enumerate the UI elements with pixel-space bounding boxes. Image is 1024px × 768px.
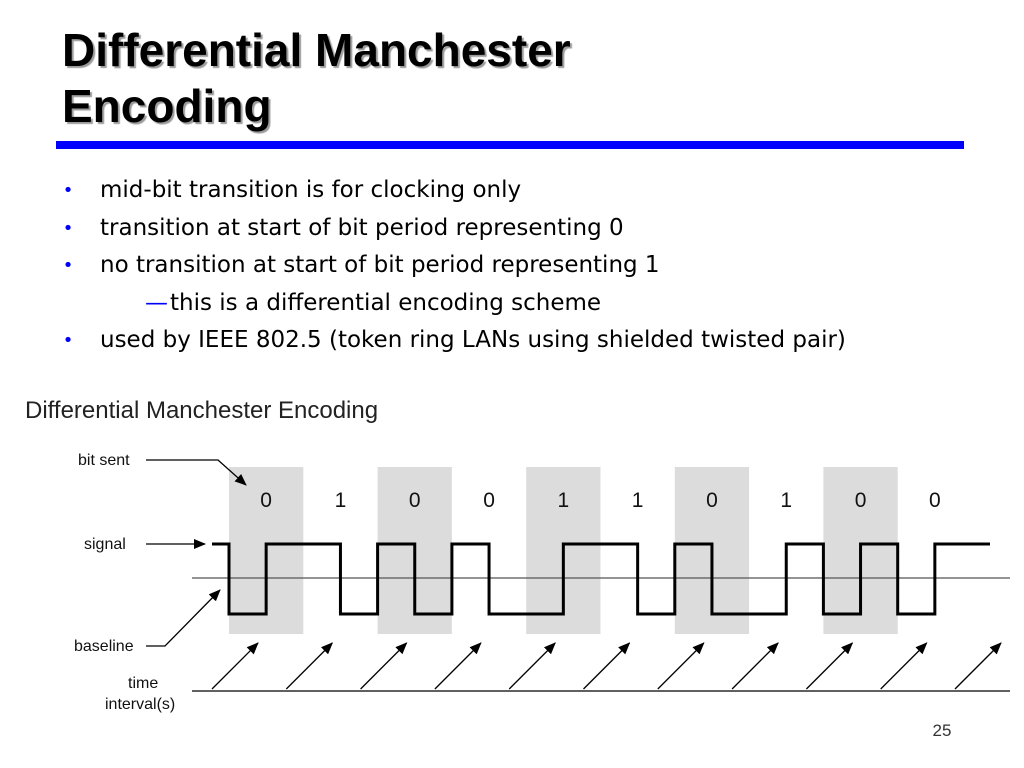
bit-value: 0: [260, 489, 272, 512]
manchester-diagram: [0, 380, 1024, 720]
bullet-text: used by IEEE 802.5 (token ring LANs using shielded twisted pair): [100, 327, 846, 353]
bit-value: 0: [483, 489, 495, 512]
time-interval-arrow: [658, 643, 704, 689]
time-interval-arrow: [212, 643, 258, 689]
bullet-item: [60, 172, 846, 210]
time-interval-arrows: [212, 643, 1001, 689]
baseline-pointer-arrow: [146, 590, 220, 646]
slide-title: [62, 22, 571, 134]
time-interval-arrow: [955, 643, 1001, 689]
time-interval-arrow: [286, 643, 332, 689]
time-interval-arrow: [509, 643, 555, 689]
bit-value: 0: [854, 489, 867, 512]
bullet-dot-icon: •: [62, 330, 74, 351]
bullet-item: [60, 210, 846, 248]
baseline-label: baseline: [74, 638, 134, 655]
bit-value: 1: [780, 489, 793, 512]
title-underline: [56, 141, 964, 149]
time-interval-arrow: [584, 643, 630, 689]
bit-value: 1: [631, 489, 644, 512]
bit-value: 1: [557, 489, 570, 512]
bit-value: 1: [334, 489, 347, 512]
bullet-item: [60, 322, 846, 360]
bit-value: 0: [408, 489, 421, 512]
signal-label: signal: [84, 536, 126, 553]
time-interval-arrow: [435, 643, 481, 689]
sub-bullet-text: this is a differential encoding scheme: [170, 289, 602, 316]
time-label-line-1: time: [128, 675, 159, 692]
diagram-title: Differential Manchester Encoding: [25, 397, 379, 424]
time-interval-arrow: [361, 643, 407, 689]
bullet-dot-icon: •: [62, 255, 74, 276]
bullet-dot-icon: •: [62, 180, 74, 201]
bullet-list: [60, 172, 846, 360]
bullet-text: no transition at start of bit period representing 1: [100, 252, 660, 278]
sub-bullet-item: [60, 285, 846, 323]
time-interval-arrow: [806, 643, 852, 689]
time-interval-arrow: [881, 643, 927, 689]
dash-marker: —: [145, 289, 168, 316]
slide-title-line-2: Encoding: [62, 80, 272, 132]
bit-value: 0: [706, 489, 718, 512]
page-number: 25: [932, 721, 952, 740]
bullet-text: mid-bit transition is for clocking only: [100, 177, 522, 203]
slide-title-line-1: Differential Manchester: [62, 24, 571, 76]
time-label-line-2: interval(s): [105, 696, 176, 713]
time-interval-arrow: [732, 643, 778, 689]
bullet-dot-icon: •: [62, 217, 74, 239]
bullet-text: transition at start of bit period representing 0: [100, 214, 624, 241]
bit-sent-label: bit sent: [78, 452, 130, 469]
bit-value: 0: [929, 489, 941, 512]
bullet-item: [60, 247, 846, 285]
